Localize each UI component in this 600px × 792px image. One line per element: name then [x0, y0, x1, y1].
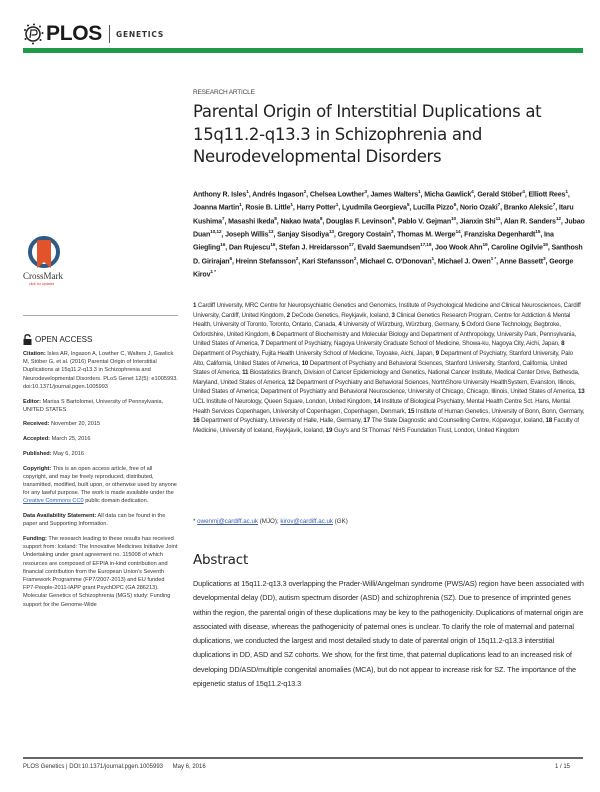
affiliation-number: 16 [193, 417, 202, 425]
affiliation-superscript: 2 [353, 256, 357, 262]
affiliation-superscript: 1 [239, 203, 242, 209]
open-lock-icon [23, 334, 32, 345]
affiliation-text: Department of Psychiatry and Behavioral Sciences, Stanford University, Stanford, California, United States of America, [193, 359, 568, 377]
author-name: Micha Gawlick [424, 190, 472, 199]
crossmark-badge[interactable] [23, 200, 83, 300]
affiliation-text: Department of Psychiatry, University of Halle, Halle, Germany, [201, 417, 364, 425]
affiliation-number: 17 [363, 417, 372, 425]
header-accent-bar [23, 48, 583, 53]
affiliation-superscript: 17,18 [420, 243, 432, 249]
affiliation-superscript: 3 [364, 190, 367, 195]
affiliation-text: Clinical Genetics Research Program, Centre for Addiction & Mental Health, University of Toronto, Toronto, Ontario, Canada, [193, 311, 571, 329]
article-type: RESEARCH ARTICLE [193, 89, 255, 96]
affiliation-superscript: 1 [290, 203, 293, 209]
published-block [23, 450, 178, 458]
editor-text: Marisa S Bartolomei, University of Pennsylvania, UNITED STATES [23, 398, 164, 413]
author-name: Dan Rujescu [228, 243, 271, 252]
data-availability-text: All data can be found in the paper and Supporting Information. [23, 513, 166, 528]
author-name: Santhosh D. Girirajan [193, 243, 583, 266]
affiliation-superscript: 13 [328, 230, 334, 236]
affiliation-number: 5 [461, 321, 467, 329]
brand-name: PLOS [46, 22, 102, 45]
affiliation-number: 2 [286, 311, 292, 319]
title-line: Parental Origin of Interstitial Duplications at [193, 102, 542, 121]
author-name: Ina Giegling [193, 230, 554, 252]
affiliation-text: UCL Institute of Neurology, Queen Square, London, United Kingdom, [193, 397, 374, 405]
footer-journal-doi: PLOS Genetics | DOI:10.1371/journal.pgen.1005993 [23, 764, 163, 770]
crossmark-sublabel: click for updates [29, 282, 55, 286]
affiliation-text: Institute of Human Genetics, University of Bonn, Bonn, Germany, [415, 407, 585, 415]
affiliation-superscript: 6 [453, 203, 457, 209]
author-name: George Kirov [193, 257, 574, 279]
received-label: Received: [23, 421, 50, 428]
author-name: Elliott Rees [528, 190, 566, 199]
affiliation-superscript: 3 [543, 256, 546, 262]
crossmark-label: CrossMark [23, 271, 63, 281]
affiliation-number: 7 [260, 340, 266, 348]
abstract-text: Duplications at 15q11.2-q13.3 overlapping the Prader-Willi/Angelman syndrome (PWS/AS) region have been associated with developmental delay (DD), autism spectrum disorder (ASD) and schizophrenia (SZ). Due to presence of imprinted genes within the region, the parental origin of these duplications may be key to the pathogenicity. Duplications of maternal origin are associated with disease, whereas the pathogenicity of paternal ones is unclear. To clarify the role of maternal and paternal duplications, we conducted the largest and most detailed study to date of parental origin of 15q11.2-q13.3 interstitial duplications in DD, ASD and SZ cohorts. We show, for the first time, that paternal duplications lead to an increased risk of developing DD/ASD/multiple congenital anomalies (MCA), but do not appear to increase risk for SZ. The importance of the epigenetic status of 15q11.2-q13.3 [193, 579, 584, 689]
received-block [23, 420, 178, 428]
page-number: 1 / 15 [555, 764, 571, 770]
sidebar-divider [23, 315, 178, 316]
editor-label: Editor: [23, 398, 42, 405]
author-name: Caroline Ogilvie [491, 243, 543, 252]
author-name: Jianxin Shi [459, 217, 496, 226]
affiliation-number: 4 [338, 321, 344, 329]
author-name: Sanjay Sisodiya [277, 230, 329, 239]
footer-date: May 6, 2016 [172, 764, 206, 770]
editor-block [23, 398, 178, 414]
affiliation-superscript: 15 [535, 230, 541, 236]
affiliation-superscript: 2 [295, 256, 299, 262]
abstract-heading: Abstract [193, 552, 249, 568]
plos-logo-icon [22, 23, 44, 45]
affiliation-superscript: 4 [471, 190, 474, 195]
accepted-block [23, 435, 178, 443]
title-line: Neurodevelopmental Disorders [193, 147, 442, 166]
author-name: Alan R. Sanders [503, 217, 556, 226]
author-name: Thomas M. Werge [397, 230, 456, 239]
funding-text: The research leading to these results has received support from: Iceland: The Innovative Medicines Initiative Joint Undertaking under grant agreement no. 115008 of which resources are composed of EFPIA in-kind contribution and financial contribution from the European Union's Seventh Framework Programme (FP7/2007-2013) and EU funded FP7-People-2011-IAPP grant PsychDPC (GA 286213). Molecular Genetics of Schizophrenia (MGS) study: Funding support for the Genome-Wide [23, 535, 178, 608]
affiliation-superscript: 7 [552, 203, 556, 209]
author-name: Evald Saemundsen [357, 243, 421, 252]
affiliation-number: 13 [578, 388, 585, 396]
author-name: Nakao Iwata [280, 217, 320, 226]
affiliation-text: Department of Psychiatry, Fujita Health University School of Medicine, Toyoake, Aichi, Japan, [193, 349, 436, 357]
affiliation-number: 19 [325, 426, 334, 434]
published-label: Published: [23, 450, 52, 457]
affiliation-number: 9 [435, 349, 441, 357]
affiliation-superscript: 1 * [490, 256, 497, 262]
email-initials-owen: (MJO); [259, 518, 279, 525]
affiliation-text: Guy's and St Thomas' NHS Foundation Trust, London, United Kingdom [333, 426, 519, 434]
footer-citation [23, 764, 206, 770]
affiliation-text: DeCode Genetics, Reykjavik, Iceland, [291, 311, 392, 319]
open-access-badge [23, 334, 92, 345]
affiliation-superscript: 19 [482, 243, 488, 249]
affiliation-number: 6 [271, 330, 277, 338]
email-initials-kirov: (GK) [334, 518, 348, 525]
affiliation-text: Department of Psychiatry, Nagoya University Graduate School of Medicine, Showa-ku, Nagoya City, Aichi, Japan, [265, 340, 562, 348]
author-name: Kari Stefansson [301, 257, 354, 266]
affiliation-number: 10 [301, 359, 310, 367]
copyright-text: This is an open access article, free of all copyright, and may be freely reproduced, distributed, transmitted, modified, built upon, or otherwise used by anyone for any lawful purpose. The work is made available under the [23, 465, 177, 497]
footer-divider [23, 757, 583, 759]
affiliation-superscript: 1 [418, 190, 421, 195]
affiliation-superscript: 17 [348, 243, 354, 249]
correspondence [193, 518, 348, 525]
author-name: Lyudmila Georgieva [341, 203, 407, 212]
author-name: Joanna Martin [193, 203, 240, 212]
author-name: Stefan J. Hreidarsson [278, 243, 349, 252]
affiliation-superscript: 1 [565, 190, 568, 195]
author-name: Anthony R. Isles [193, 190, 247, 199]
affiliation-superscript: 11 [495, 216, 501, 222]
funding-label: Funding: [23, 535, 47, 542]
article-metadata [23, 350, 178, 615]
affiliation-list [193, 301, 585, 435]
affiliation-number: 12 [288, 378, 297, 386]
affiliation-superscript: 13 [268, 230, 274, 236]
citation-label: Citation: [23, 351, 46, 357]
affiliation-text: Department of Psychiatry and Behavioral Sciences, NorthShore University HealthSystem, Evanston, Illinois, United States of America; Department of Psychiatry and Behavioral Neuroscience, University of Chicago, Chicago, Illinois, United States of America, [193, 378, 578, 396]
affiliation-superscript: 7 [221, 216, 225, 222]
author-name: Michael C. O'Donovan [359, 257, 432, 266]
affiliation-superscript: 1 [246, 190, 249, 195]
corresponding-marker: * [193, 518, 196, 525]
author-name: Michael J. Owen [437, 257, 491, 266]
author-name: Masashi Ikeda [228, 217, 275, 226]
affiliation-text: Institute of Biological Psychiatry, Mental Health Centre Sct. Hans, Mental Health Services Copenhagen, University of Copenhagen, Copenhagen, Denmark, [193, 397, 570, 415]
data-availability-label: Data Availability Statement: [23, 513, 97, 520]
author-name: Gerald Stöber [477, 190, 523, 199]
open-access-label: OPEN ACCESS [35, 335, 93, 344]
copyright-block [23, 465, 178, 506]
plos-logo[interactable] [22, 22, 164, 46]
author-name: Norio Ozaki [459, 203, 498, 212]
affiliation-superscript: 10,12 [210, 230, 222, 236]
accepted-label: Accepted: [23, 436, 51, 443]
affiliation-superscript: 14 [455, 230, 461, 236]
author-name: Chelsea Lowther [309, 190, 365, 199]
accepted-date: March 25, 2016 [51, 436, 91, 443]
affiliation-superscript: 9 [391, 216, 395, 222]
affiliation-superscript: 1 * [210, 270, 216, 276]
affiliation-superscript: 7 [497, 203, 501, 209]
affiliation-superscript: 1 [335, 203, 339, 209]
funding-block [23, 535, 178, 609]
affiliation-number: 15 [407, 407, 416, 415]
email-link-kirov[interactable]: kirov@cardiff.ac.uk [280, 518, 333, 525]
author-name: Andrés Ingason [252, 190, 304, 199]
affiliation-superscript: 10 [451, 216, 457, 222]
affiliation-text: The State Diagnostic and Counselling Centre, Kópavogur, Iceland, [371, 417, 546, 425]
copyright-text-end: public domain dedication. [85, 498, 149, 505]
author-name: Joseph Willis [225, 230, 269, 239]
affiliation-number: 11 [242, 369, 250, 377]
affiliation-superscript: 6 [229, 256, 232, 262]
affiliation-text: Oxford Gene Technology, Begbroke, Oxfordshire, United Kingdom, [193, 321, 561, 338]
author-name: Anne Bassett [499, 257, 544, 266]
author-name: Lucilla Pizzo [413, 203, 454, 212]
logo-divider [109, 25, 110, 43]
affiliation-superscript: 1 [431, 256, 435, 262]
received-date: November 20, 2015 [51, 421, 101, 428]
affiliation-superscript: 12 [555, 216, 561, 222]
cc0-license-link[interactable]: Creative Commons CC0 [23, 498, 84, 505]
affiliation-text: Biostatistics Branch, Division of Cancer Epidemiology and Genetics, National Cancer Institute, Medical Center Drive, Bethesda, Maryland, United States of America, [193, 369, 580, 386]
author-name: Harry Potter [296, 203, 336, 212]
title-line: 15q11.2-q13.3 in Schizophrenia and [193, 124, 482, 144]
affiliation-superscript: 3 [390, 230, 394, 236]
author-name: Itaru Kushima [193, 203, 574, 226]
author-name: Rosie B. Little [245, 203, 291, 212]
crossmark-ribbon-icon [37, 240, 51, 262]
published-date: May 6, 2016 [53, 450, 84, 457]
citation-text: Isles AR, Ingason A, Lowther C, Walters J, Gawlick M, Stöber G, et al. (2016) Parental Origin of Interstitial Duplications at 15q11.2-q13.3 in Schizophrenia and Neurodevelopmental Disorders. PLoS Genet 12(5): e1005993. doi:10.1371/journal.pgen.1005993 [23, 351, 178, 390]
affiliation-number: 1 [193, 302, 198, 309]
affiliation-text: Department of Psychiatry, Stanford University, Palo Alto, California, United States of America, [193, 349, 573, 367]
article-title [193, 101, 588, 169]
affiliation-number: 14 [373, 397, 382, 405]
affiliation-text: University of Würzburg, Würzburg, Germany, [343, 321, 462, 329]
affiliation-text: Department of Biochemistry and Molecular Biology and Department of Anthropology, University Park, Pennsylvania, United States of America, [193, 330, 577, 348]
affiliation-superscript: 8 [319, 216, 323, 222]
author-list: Anthony R. Isles$^1$, Andrés Ingason$^2$, Chelsea Lowther$^3$, James Walters$^1$, Micha Gawlick$^4$, Gerald Stöber$^4$, Elliott Rees$^1$, Joanna Martin$^1$, Rosie B. Little$^1$, Harry Potter$^1$, Lyudmila Georgieva$^5$, Lucilla Pizzo$^6$, Norio Ozaki$^7$, Branko Aleksic$^7$, Itaru Kushima$^7$, Masashi Ikeda$^8$, Nakao Iwata$^8$, Douglas F. Levinson$^9$, Pablo V. Gejman$^{10}$, Jianxin Shi$^{11}$, Alan R. Sanders$^{12}$, Jubao Duan$^{10,12}$, Joseph Willis$^{13}$, Sanjay Sisodiya$^{13}$, Gregory Costain$^3$, Thomas M. Werge$^{14}$, Franziska Degenhardt$^{15}$, Ina Giegling$^{16}$, Dan Rujescu$^{16}$, Stefan J. Hreidarsson$^{17}$, Evald Saemundsen$^{17,18}$, Joo Wook Ahn$^{19}$, Caroline Ogilvie$^{19}$, Santhosh D. Girirajan$^6$, Hreinn Stefansson$^2$, Kari Stefansson$^2$, Michael C. O'Donovan$^1$, Michael J. Owen$^{1 *}$, Anne Bassett$^3$, George Kirov$^{1 *}$ [193, 190, 585, 279]
affiliation-superscript: 8 [274, 216, 277, 222]
affiliation-superscript: 19 [542, 243, 548, 249]
author-name: Jubao Duan [193, 217, 585, 239]
copyright-label: Copyright: [23, 465, 52, 472]
citation-block [23, 350, 178, 391]
author-name: Branko Aleksic [503, 203, 553, 212]
affiliation-number: 3 [391, 311, 397, 319]
author-name: Douglas F. Levinson [326, 217, 392, 226]
affiliation-number: 8 [561, 340, 565, 348]
author-name: Hreinn Stefansson [235, 257, 296, 266]
affiliation-number: 18 [545, 417, 554, 425]
affiliation-superscript: 5 [406, 203, 410, 209]
author-name: Gregory Costain [337, 230, 391, 239]
email-link-owen[interactable]: owenmj@cardiff.ac.uk [197, 518, 259, 525]
affiliation-superscript: 2 [303, 190, 307, 195]
affiliation-text: Cardiff University, MRC Centre for Neuropsychiatric Genetics and Genomics, Institute of Psychological Medicine and Clinical Neurosciences, Cardiff University, Cardiff, United Kingdom, [193, 302, 581, 319]
data-availability-block [23, 512, 178, 528]
affiliation-text: Faculty of Medicine, University of Iceland, Reykjavik, Iceland, [193, 417, 579, 434]
author-name: Joo Wook Ahn [435, 243, 483, 252]
author-name: James Walters [370, 190, 418, 199]
author-name: Franziska Degenhardt [464, 230, 536, 239]
affiliation-superscript: 4 [522, 190, 525, 195]
affiliation-superscript: 16 [220, 243, 226, 249]
author-name: Pablo V. Gejman [397, 217, 451, 226]
journal-name: GENETICS [115, 29, 165, 39]
affiliation-superscript: 16 [270, 243, 276, 249]
